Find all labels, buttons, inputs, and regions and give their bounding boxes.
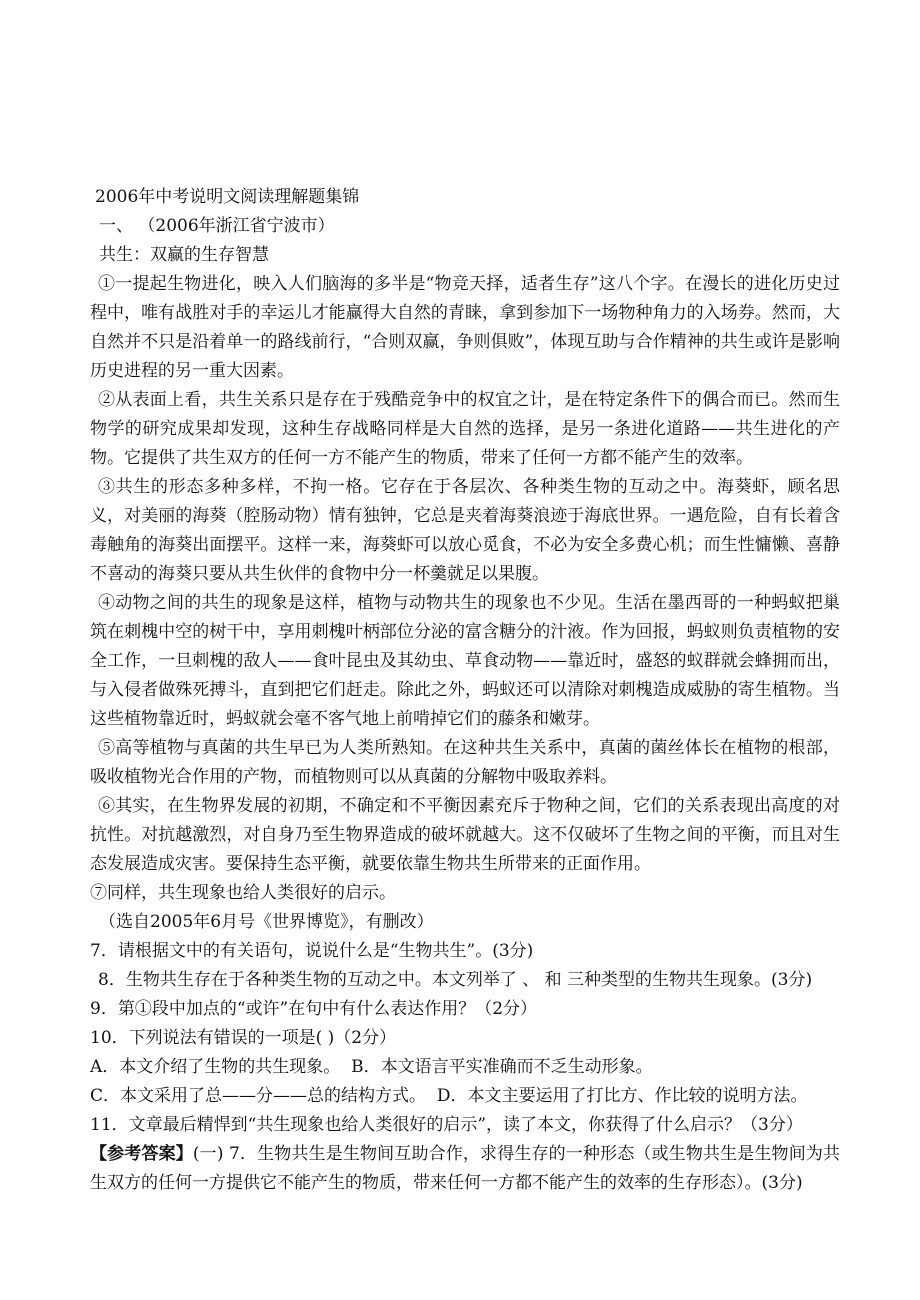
document-page <box>82 183 840 1198</box>
options-row-1 <box>82 1053 840 1082</box>
section-label: 一、 （2006年浙江省宁波市） <box>99 216 335 236</box>
paragraph-1: ①一提起生物进化，映入人们脑海的多半是“物竞天择，适者生存”这八个字。在漫长的进化历史过程中，唯有战胜对手的幸运儿才能赢得大自然的青睐，拿到参加下一场物种角力的入场券。然而，大自然并不只是沿着单一的路线前行，“合则双赢，争则俱败”，体现互助与合作精神的共生或许是影响历史进程的另一重大因素。 <box>90 274 840 381</box>
options-row-2 <box>82 1082 840 1111</box>
paragraph-2: ②从表面上看，共生关系只是存在于残酷竞争中的权宜之计，是在特定条件下的偶合而已。然而生物学的研究成果却发现，这种生存战略同样是大自然的选择，是另一条进化道路——共生进化的产物。它提供了共生双方的任何一方不能产生的物质，带来了任何一方都不能产生的效率。 <box>90 390 840 468</box>
option-d: D．本文主要运用了打比方、作比较的说明方法。 <box>436 1086 808 1106</box>
option-c: C．本文采用了总——分——总的结构方式。 <box>90 1086 427 1106</box>
question-11: 11．文章最后精悍到“共生现象也给人类很好的启示”，读了本文，你获得了什么启示？（3分） <box>90 1115 803 1135</box>
answer-text: (一) 7．生物共生是生物间互助合作，求得生存的一种形态（或生物共生是生物间为共生双方的任何一方提供它不能产生的物质，带来任何一方都不能产生的效率的生存形态）。(3分) <box>90 1144 841 1193</box>
paragraph-7: ⑦同样，共生现象也给人类很好的启示。 <box>90 883 396 903</box>
paragraph-5: ⑤高等植物与真菌的共生早已为人类所熟知。在这种共生关系中，真菌的菌丝体长在植物的根部，吸收植物光合作用的产物，而植物则可以从真菌的分解物中吸取养料。 <box>90 738 840 787</box>
paragraph-3: ③共生的形态多种多样，不拘一格。它存在于各层次、各种类生物的互动之中。海葵虾，顾名思义，对美丽的海葵（腔肠动物）情有独钟，它总是夹着海葵浪迹于海底世界。一遇危险，自有长着含毒触角的海葵出面摆平。这样一来，海葵虾可以放心觅食，不必为安全多费心机；而生性慵懒、喜静不喜动的海葵只要从共生伙伴的食物中分一杯羹就足以果腹。 <box>90 477 840 584</box>
answer-label: 【参考答案】 <box>90 1144 193 1164</box>
option-a: A．本文介绍了生物的共生现象。 <box>90 1057 341 1077</box>
answer-block <box>82 1140 840 1198</box>
paragraph-6: ⑥其实，在生物界发展的初期，不确定和不平衡因素充斥于物种之间，它们的关系表现出高度的对抗性。对抗越激烈，对自身乃至生物界造成的破坏就越大。这不仅破坏了生物之间的平衡，而且对生态发展造成灾害。要保持生态平衡，就要依靠生物共生所带来的正面作用。 <box>90 796 840 874</box>
document-title: 2006年中考说明文阅读理解题集锦 <box>95 187 360 207</box>
question-7: 7．请根据文中的有关语句，说说什么是“生物共生”。(3分) <box>90 941 534 961</box>
question-8: 8．生物共生存在于各种类生物的互动之中。本文列举了 、 和 三种类型的生物共生现象。(3分) <box>98 970 813 990</box>
article-title: 共生：双赢的生存智慧 <box>99 245 269 265</box>
question-9: 9．第①段中加点的“或许”在句中有什么表达作用？（2分） <box>90 999 538 1019</box>
question-10: 10．下列说法有错误的一项是( )（2分） <box>90 1028 397 1048</box>
source-note: （选自2005年6月号《世界博览》，有删改） <box>99 912 434 932</box>
option-b: B．本文语言平实准确而不乏生动形象。 <box>351 1057 653 1077</box>
paragraph-4: ④动物之间的共生的现象是这样，植物与动物共生的现象也不少见。生活在墨西哥的一种蚂蚁把巢筑在刺槐中空的树干中，享用刺槐叶柄部位分泌的富含糖分的汁液。作为回报，蚂蚁则负责植物的安全工作，一旦刺槐的敌人——食叶昆虫及其幼虫、草食动物——靠近时，盛怒的蚁群就会蜂拥而出，与入侵者做殊死搏斗，直到把它们赶走。除此之外，蚂蚁还可以清除对刺槐造成威胁的寄生植物。当这些植物靠近时，蚂蚁就会毫不客气地上前啃掉它们的藤条和嫩芽。 <box>90 593 840 729</box>
